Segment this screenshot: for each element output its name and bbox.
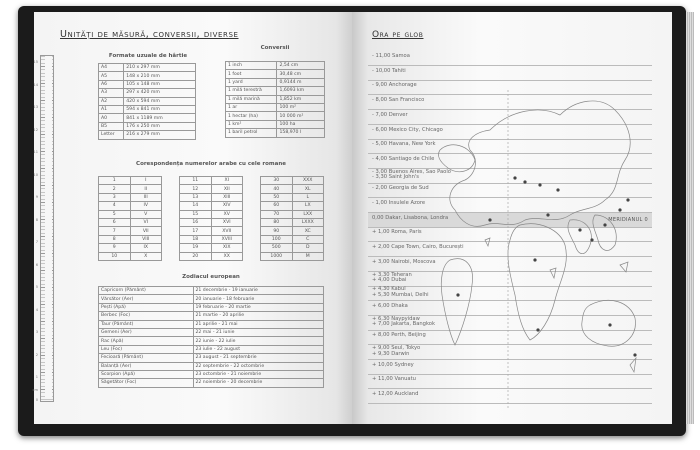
table-cell: 30 — [261, 177, 293, 185]
ruler-number: 11 — [33, 150, 38, 154]
table-cell: A0 — [99, 114, 124, 122]
table-cell: XL — [292, 185, 324, 193]
table-cell: A5 — [99, 72, 124, 80]
table-cell: A2 — [99, 97, 124, 105]
table-cell: Berbec (Foc) — [99, 312, 194, 320]
table-cell: 1 km² — [226, 120, 277, 128]
timezone-label: 0,00 Dakar, Lisabona, Londra — [372, 214, 449, 221]
table-cell: 12 — [180, 185, 212, 193]
table-row — [99, 345, 324, 353]
table-row — [99, 295, 324, 303]
table-cell: 297 x 420 mm — [124, 89, 196, 97]
city-dot — [603, 223, 606, 226]
table-row — [180, 202, 243, 210]
table-cell: V — [130, 210, 162, 218]
table-cell: 1,852 km — [277, 95, 325, 103]
map-europe-asia — [450, 101, 630, 226]
ruler-number: 10 — [33, 172, 38, 177]
timezone-label: + 3,30 Teheran + 4,00 Dubai — [372, 271, 412, 284]
table-row — [226, 78, 325, 86]
table-cell: Gemeni (Aer) — [99, 328, 194, 336]
table-cell: 1 yard — [226, 78, 277, 86]
table-cell: 500 — [261, 244, 293, 252]
table-cell: 210 x 297 mm — [124, 64, 196, 72]
table-cell: 3 — [99, 193, 131, 201]
ruler-number: 13 — [33, 105, 38, 109]
table-row — [261, 227, 324, 235]
table-cell: Rac (Apă) — [99, 337, 194, 345]
table-cell: 1 ar — [226, 103, 277, 111]
ruler-number: 5 — [35, 285, 38, 289]
table-row — [180, 185, 243, 193]
table-cell: 90 — [261, 227, 293, 235]
table-cell: XI — [211, 177, 243, 185]
table-row — [99, 370, 324, 378]
table-cell: 100 ha — [277, 120, 325, 128]
table-cell: 60 — [261, 202, 293, 210]
table-cell: VII — [130, 227, 162, 235]
table-cell: LXX — [292, 210, 324, 218]
table-cell: L — [292, 193, 324, 201]
table-row — [99, 287, 324, 295]
table-cell: 20 ianuarie - 18 februarie — [193, 295, 324, 303]
table-cell: 1 inch — [226, 62, 277, 70]
table-cell: 1 baril petrol — [226, 129, 277, 137]
ruler-number: 9 — [35, 195, 38, 199]
table-cell: XIX — [211, 244, 243, 252]
table-cell: 100 — [261, 235, 293, 243]
table-cell: 1 — [99, 177, 131, 185]
table-cell: XC — [292, 227, 324, 235]
table-cell: 7 — [99, 227, 131, 235]
table-cell: 23 octombrie - 21 noiembrie — [193, 370, 324, 378]
timezone-label: - 4,00 Santiago de Chile — [372, 155, 435, 162]
table-cell: 10 — [99, 252, 131, 260]
table-row — [180, 235, 243, 243]
timezone-label: - 8,00 San Francisco — [372, 97, 425, 104]
map-nz — [630, 358, 636, 372]
table-cell: XV — [211, 210, 243, 218]
ruler-unit: cm — [32, 388, 38, 392]
city-dot — [556, 188, 559, 191]
table-cell: 9 — [99, 244, 131, 252]
table-row — [99, 210, 162, 218]
table-row — [99, 105, 196, 113]
timezone-label: + 3,00 Nairobi, Moscova — [372, 258, 436, 265]
table-row — [99, 114, 196, 122]
table-row — [180, 227, 243, 235]
table-row — [99, 337, 324, 345]
table-cell: D — [292, 244, 324, 252]
timezone-label: + 12,00 Auckland — [372, 391, 419, 398]
zodiac-heading: Zodiacul european — [182, 274, 240, 280]
table-cell: 5 — [99, 210, 131, 218]
table-cell: 70 — [261, 210, 293, 218]
table-cell: 841 x 1189 mm — [124, 114, 196, 122]
ruler-number: 0 — [35, 397, 38, 402]
table-cell: 23 august - 21 septembrie — [193, 354, 324, 362]
page-edges — [686, 12, 694, 424]
roman-table-3 — [260, 176, 324, 261]
timezone-label: - 7,00 Denver — [372, 111, 408, 118]
table-cell: Letter — [99, 131, 124, 139]
table-cell: 14 — [180, 202, 212, 210]
table-cell: 17 — [180, 227, 212, 235]
table-cell: Scorpion (Apă) — [99, 370, 194, 378]
table-row — [180, 252, 243, 260]
ruler-number: 3 — [35, 330, 38, 334]
table-cell: XVIII — [211, 235, 243, 243]
table-cell: Capricorn (Pământ) — [99, 287, 194, 295]
city-dot — [533, 258, 536, 261]
table-cell: 22 iunie - 22 iulie — [193, 337, 324, 345]
city-dot — [633, 353, 636, 356]
table-row — [99, 320, 324, 328]
table-cell: A6 — [99, 80, 124, 88]
conversion-heading: Conversii — [260, 45, 290, 51]
table-row — [226, 62, 325, 70]
table-row — [99, 64, 196, 72]
timezone-label: - 11,00 Samoa — [372, 53, 410, 59]
city-dot — [523, 180, 526, 183]
city-dot — [626, 198, 629, 201]
map-se-asia — [593, 215, 616, 250]
table-row — [99, 244, 162, 252]
table-row — [99, 193, 162, 201]
table-cell: XIV — [211, 202, 243, 210]
table-row — [99, 177, 162, 185]
roman-table-2 — [179, 176, 243, 261]
table-cell: 22 septembrie - 22 octombrie — [193, 362, 324, 370]
table-row — [99, 72, 196, 80]
map-australia — [582, 300, 636, 346]
meridian-label: MERIDIANUL 0 — [608, 216, 648, 223]
timezone-label: + 8,00 Perth, Beijing — [372, 332, 426, 339]
table-cell: 22 mai - 21 iunie — [193, 328, 324, 336]
table-cell: A4 — [99, 64, 124, 72]
table-cell: X — [130, 252, 162, 260]
table-cell: Balanță (Aer) — [99, 362, 194, 370]
ruler-number: 4 — [35, 307, 38, 312]
table-cell: 2 — [99, 185, 131, 193]
city-dot — [578, 228, 581, 231]
city-dot — [456, 293, 459, 296]
table-cell: XX — [211, 252, 243, 260]
table-row — [99, 131, 196, 139]
timezone-label: + 2,00 Cape Town, Cairo, București — [372, 244, 464, 251]
table-row — [99, 122, 196, 130]
table-row — [99, 80, 196, 88]
table-cell: XIII — [211, 193, 243, 201]
city-dot — [608, 323, 611, 326]
table-row — [99, 362, 324, 370]
table-cell: 1 hectar (ha) — [226, 112, 277, 120]
table-cell: VI — [130, 218, 162, 226]
table-row — [226, 112, 325, 120]
table-cell: 216 x 279 mm — [124, 131, 196, 139]
table-row — [261, 193, 324, 201]
timezone-row — [368, 51, 652, 66]
timezone-label: - 3,00 Buenos Aires, Sao Paolo - 3,30 Saint John's — [372, 168, 451, 181]
table-cell: 40 — [261, 185, 293, 193]
table-cell: 21 aprilie - 21 mai — [193, 320, 324, 328]
table-cell: Fecioară (Pământ) — [99, 354, 194, 362]
table-cell: Săgetător (Foc) — [99, 379, 194, 387]
table-cell: 80 — [261, 218, 293, 226]
city-dot — [538, 183, 541, 186]
table-cell: 23 iulie - 22 august — [193, 345, 324, 353]
table-cell: A3 — [99, 89, 124, 97]
timezone-label: - 2,00 Georgia de Sud — [372, 185, 429, 192]
table-row — [261, 218, 324, 226]
timezone-label: - 10,00 Tahiti — [372, 67, 406, 74]
left-page-title: Unități de măsură, conversii, diverse — [60, 29, 239, 40]
table-cell: 18 — [180, 235, 212, 243]
roman-numerals-heading: Corespondența numerelor arabe cu cele romane — [136, 161, 286, 167]
ruler-number: 14 — [33, 82, 38, 87]
table-row — [99, 202, 162, 210]
table-cell: 1,6093 km — [277, 87, 325, 95]
table-cell: 21 martie - 20 aprilie — [193, 312, 324, 320]
table-cell: B5 — [99, 122, 124, 130]
table-row — [226, 87, 325, 95]
table-cell: 13 — [180, 193, 212, 201]
ruler-number: 7 — [35, 240, 38, 244]
table-row — [99, 379, 324, 387]
table-row — [261, 235, 324, 243]
table-row — [180, 177, 243, 185]
table-cell: I — [130, 177, 162, 185]
table-cell: 1 milă marină — [226, 95, 277, 103]
timezone-label: + 1,00 Roma, Paris — [372, 229, 422, 236]
table-cell: LX — [292, 202, 324, 210]
timezone-label: - 1,00 Insulele Azore — [372, 200, 426, 206]
table-cell: 16 — [180, 218, 212, 226]
table-cell: II — [130, 185, 162, 193]
timezone-label: + 4,30 Kabul + 5,30 Mumbai, Delhi — [372, 286, 429, 298]
table-cell: 10 000 m² — [277, 112, 325, 120]
ruler-number: 1 — [35, 375, 38, 379]
timezone-label: + 6,00 Dhaka — [372, 302, 408, 309]
conversion-table — [225, 61, 325, 138]
table-row — [99, 303, 324, 311]
table-cell: 1000 — [261, 252, 293, 260]
table-row — [261, 244, 324, 252]
table-row — [226, 95, 325, 103]
paper-formats-table — [98, 63, 196, 140]
table-cell: 8 — [99, 235, 131, 243]
ruler-number: 6 — [35, 262, 38, 267]
table-row — [261, 210, 324, 218]
paper-formats-heading: Formate uzuale de hârtie — [108, 53, 188, 59]
table-cell: IX — [130, 244, 162, 252]
table-cell: III — [130, 193, 162, 201]
table-cell: 0,9144 m — [277, 78, 325, 86]
table-row — [180, 218, 243, 226]
table-row — [261, 177, 324, 185]
table-cell: M — [292, 252, 324, 260]
table-row — [180, 244, 243, 252]
table-cell: XVII — [211, 227, 243, 235]
timezone-label: - 9,00 Anchorage — [372, 82, 417, 89]
timezone-label: + 6,30 Naypyidaw + 7,00 Jakarta, Bangkok — [372, 315, 435, 328]
map-africa — [508, 224, 566, 340]
roman-table-1 — [98, 176, 162, 261]
table-cell: 11 — [180, 177, 212, 185]
table-row — [99, 354, 324, 362]
table-cell: XVI — [211, 218, 243, 226]
table-row — [261, 252, 324, 260]
table-cell: Vărsător (Aer) — [99, 295, 194, 303]
table-cell: 15 — [180, 210, 212, 218]
table-row — [99, 328, 324, 336]
table-row — [99, 235, 162, 243]
table-row — [226, 70, 325, 78]
table-row — [99, 218, 162, 226]
table-cell: XXX — [292, 177, 324, 185]
table-cell: 19 februarie - 20 martie — [193, 303, 324, 311]
table-row — [261, 185, 324, 193]
table-cell: 148 x 210 mm — [124, 72, 196, 80]
table-cell: IV — [130, 202, 162, 210]
table-cell: Pești (Apă) — [99, 303, 194, 311]
right-page-title: Ora pe glob — [372, 30, 424, 40]
timezone-label: - 6,00 Mexico City, Chicago — [372, 126, 443, 133]
map-south-america — [441, 259, 472, 345]
ruler-number: 12 — [33, 127, 38, 132]
table-row — [99, 312, 324, 320]
ruler-number: 15 — [33, 60, 38, 64]
table-row — [226, 103, 325, 111]
city-dot — [488, 218, 491, 221]
table-cell: 20 — [180, 252, 212, 260]
table-cell: 21 decembrie - 19 ianuarie — [193, 287, 324, 295]
table-cell: 19 — [180, 244, 212, 252]
table-cell: 1 milă terestră — [226, 87, 277, 95]
table-cell: Taur (Pământ) — [99, 320, 194, 328]
table-cell: 6 — [99, 218, 131, 226]
table-cell: 22 noiembrie - 20 decembrie — [193, 379, 324, 387]
table-row — [99, 227, 162, 235]
timezone-label: - 5,00 Havana, New York — [372, 141, 436, 148]
timezone-row — [368, 66, 652, 81]
ruler-number: 8 — [35, 217, 38, 222]
table-cell: 100 m² — [277, 103, 325, 111]
city-dot — [536, 328, 539, 331]
zodiac-table — [98, 286, 324, 388]
table-cell: 594 x 841 mm — [124, 105, 196, 113]
map-south-asia — [568, 220, 591, 254]
city-dot — [590, 238, 593, 241]
table-cell: 105 x 148 mm — [124, 80, 196, 88]
timezone-label: + 10,00 Sydney — [372, 361, 414, 368]
world-map — [430, 90, 645, 410]
table-cell: Leu (Foc) — [99, 345, 194, 353]
table-cell: A1 — [99, 105, 124, 113]
table-cell: 158,970 l — [277, 129, 325, 137]
table-cell: 4 — [99, 202, 131, 210]
timezone-label: + 11,00 Vanuatu — [372, 376, 416, 383]
ruler-number: 2 — [35, 352, 38, 357]
city-dot — [618, 208, 621, 211]
city-dot — [513, 176, 516, 179]
table-row — [226, 120, 325, 128]
table-row — [261, 202, 324, 210]
table-row — [180, 210, 243, 218]
city-dot — [546, 213, 549, 216]
timezone-label: + 9,00 Seul, Tokyo + 9,30 Darwin — [372, 345, 421, 357]
table-cell: 1 foot — [226, 70, 277, 78]
table-row — [99, 185, 162, 193]
table-row — [99, 89, 196, 97]
table-cell: VIII — [130, 235, 162, 243]
table-cell: 176 x 250 mm — [124, 122, 196, 130]
table-cell: 420 x 594 mm — [124, 97, 196, 105]
table-cell: 2,54 cm — [277, 62, 325, 70]
table-cell: XII — [211, 185, 243, 193]
table-row — [226, 129, 325, 137]
table-row — [99, 252, 162, 260]
table-row — [99, 97, 196, 105]
table-row — [180, 193, 243, 201]
table-cell: 50 — [261, 193, 293, 201]
table-cell: 30,48 cm — [277, 70, 325, 78]
table-cell: LXXX — [292, 218, 324, 226]
table-cell: C — [292, 235, 324, 243]
